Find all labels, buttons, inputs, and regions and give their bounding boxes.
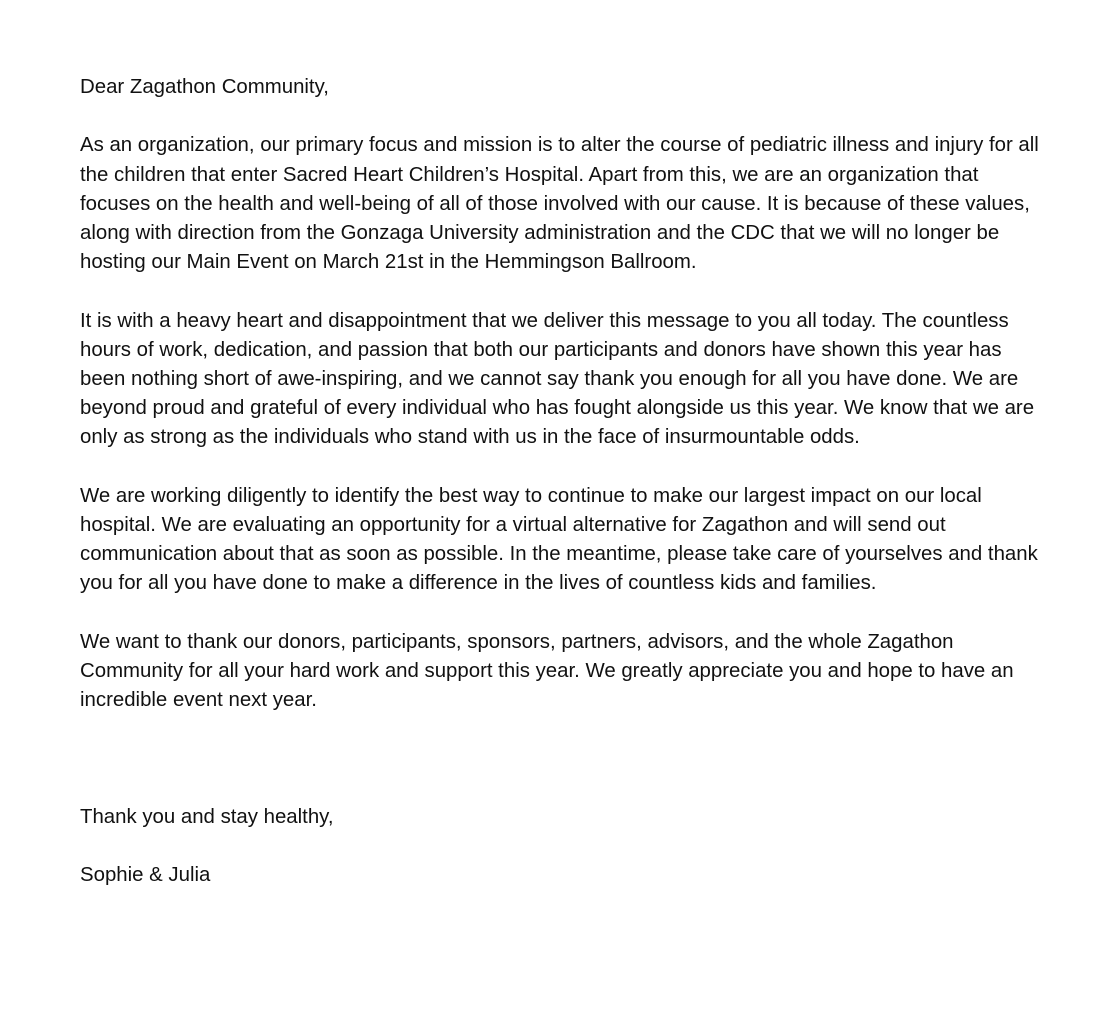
paragraph-thanks: We want to thank our donors, participants, sponsors, partners, advisors, and the whole Zagathon Community for all your hard work and support this year. We greatly appreciate you and hope to have an incredible event next year. — [80, 630, 1014, 712]
paragraph-next-steps: We are working diligently to identify the best way to continue to make our largest impact on our local hospital. We are evaluating an opportunity for a virtual alternative for Zagathon and will send out communication about that as soon as possible. In the meantime, please take care of yourselves and thank you for all you have done to make a difference in the lives of countless kids and families. — [80, 484, 1038, 595]
closing-line: Thank you and stay healthy, — [80, 806, 334, 828]
paragraph-event-cancellation: As an organization, our primary focus and mission is to alter the course of pediatric illness and injury for all the children that enter Sacred Heart Children’s Hospital. Apart from this, we are an organization that focuses on the health and well-being of all of those involved with our cause. It is because of these values, along with direction from the Gonzaga University administration and the CDC that we will no longer be hosting our Main Event on March 21st in the Hemmingson Ballroom. — [80, 134, 1039, 274]
letter-body — [80, 73, 1040, 891]
signature: Sophie & Julia — [80, 864, 211, 887]
paragraph-gratitude: It is with a heavy heart and disappointment that we deliver this message to you all today. The countless hours of work, dedication, and passion that both our participants and donors have shown this year has been nothing short of awe-inspiring, and we cannot say thank you enough for all you have done. We are beyond proud and grateful of every individual who has fought alongside us this year. We know that we are only as strong as the individuals who stand with us in the face of insurmountable odds. — [80, 309, 1035, 449]
salutation: Dear Zagathon Community, — [80, 76, 329, 98]
